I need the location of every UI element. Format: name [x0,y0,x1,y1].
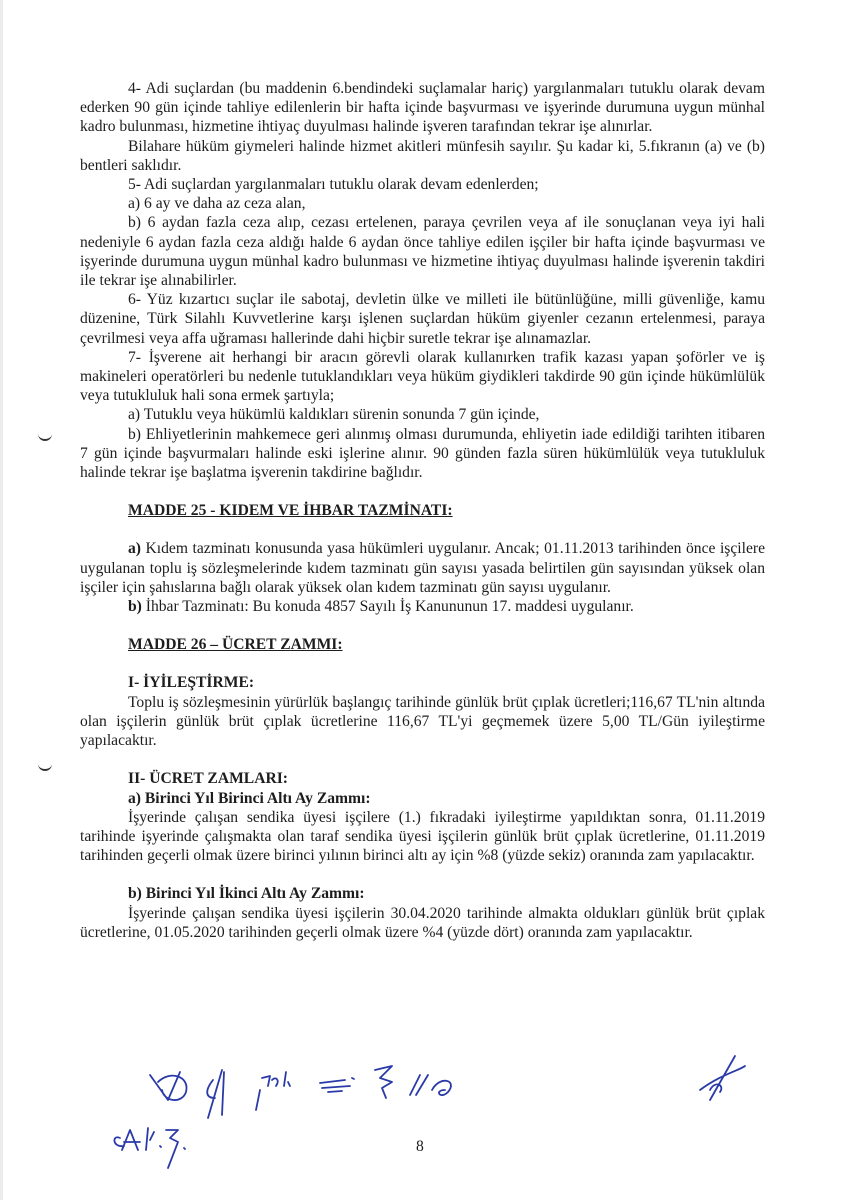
document-body [80,79,765,942]
signature-4 [320,1078,354,1092]
section1-text: Toplu iş sözleşmesinin yürürlük başlangıç tarihinde günlük brüt çıplak ücretleri;116,67 TL'nin altında olan işçilerin günlük brüt çıplak ücretlerine 116,67 TL'yi geçmemek üzere 5,00 TL/Gün iyileştirme yapılacaktır. [80,693,765,750]
punch-hole-mark [38,760,52,771]
paragraph-4: 4- Adi suçlardan (bu maddenin 6.bendindeki suçlamalar hariç) yargılanmaları tutuklu olarak devam ederken 90 gün içinde tahliye edilenlerin bir hafta içinde başvurması ve işyerinde durumuna uygun münhal kadro bulunması, hizmetine ihtiyaç duyulması halinde işveren tarafından tekrar işe alınırlar. [80,80,765,136]
section2-title: II- ÜCRET ZAMLARI: [128,770,288,788]
paragraph-7: 7- İşverene ait herhangi bir aracın görevli olarak kullanırken trafik kazası yapan şoförler ve iş makineleri operatörleri bu nedenle tutuklandıkları veya hüküm giydikleri takdirde 90 gün içinde hükümlülük veya tutukluluk hali sona ermek şartıyla; [80,348,765,405]
madde26-heading: MADDE 26 – ÜCRET ZAMMI: [128,636,343,654]
madde25-a-text: Kıdem tazminatı konusunda yasa hükümleri uygulanır. Ancak; 01.11.2013 tarihinden önce işçilere uygulanan toplu iş sözleşmelerinde kıdem tazminatı gün sayısı yasada belirtilen gün sayısından yüksek olan işçiler için şahıslarına bağlı olarak yüksek olan kıdem tazminatı gün sayısı uygulanır. [80,540,765,596]
madde25-heading: MADDE 25 - KIDEM VE İHBAR TAZMİNATI: [128,502,453,520]
signature-7 [700,1056,745,1100]
madde25-b-label: b) [128,598,142,616]
paragraph-bilahare: Bilahare hüküm giymeleri halinde hizmet akitleri münfesih sayılır. Şu kadar ki, 5.fıkranın (a) ve (b) bentleri saklıdır. [80,137,765,174]
sub-a-text: İşyerinde çalışan sendika üyesi işçilere (1.) fıkradaki iyileştirme yapıldıktan sonra, 01.11.2019 tarihinde işyerinde çalışmakta olan taraf sendika üyesi işçilerin günlük brüt çıplak ücretlerine, 01.11.2019 tarihinden geçerli olmak üzere birinci yılının birinci altı ay için %8 (yüzde sekiz) oranında zam yapılacaktır. [80,808,765,865]
madde25-a-label: a) [128,540,141,558]
sub-b-text: İşyerinde çalışan sendika üyesi işçilerin 30.04.2020 tarihinde almakta oldukları günlük brüt çıplak ücretlerine, 01.05.2020 tarihinden geçerli olmak üzere %4 (yüzde dört) oranında zam yapılacaktır. [80,904,765,941]
signature-5 [375,1066,392,1098]
paragraph-5b: b) 6 aydan fazla ceza alıp, cezası ertelenen, paraya çevrilen veya af ile sonuçlanan veya iyi hali nedeniyle 6 aydan fazla ceza aldığı halde 6 aydan önce tahliye edilen işçiler bir hafta içinde başvurması ve işyerinde durumuna uygun münhal kadro bulunması ve hizmetine ihtiyaç duyulması halinde işverenin takdiri ile tekrar işe alınabilirler. [80,214,765,290]
signature-3 [256,1072,290,1110]
paragraph-7b: b) Ehliyetlerinin mahkemece geri alınmış olması durumunda, ehliyetin iade edildiği tarihten itibaren 7 gün içinde başvurmaları halinde eski işlerine alınır. 90 günden fazla süren hükümlülük veya tutukluluk halinde tekrar işe başlatma işverenin takdirine bağlıdır. [80,425,765,482]
madde25-b-text: İhbar Tazminatı: Bu konuda 4857 Sayılı İş Kanununun 17. maddesi uygulanır. [141,598,634,616]
paragraph-6: 6- Yüz kızartıcı suçlar ile sabotaj, devletin ülke ve milleti ile bütünlüğüne, milli güvenliğe, kamu düzenine, Türk Silahlı Kuvvetlerine karşı işlenen suçlardan hüküm giyenler cezanın ertelenmesi, paraya çevrilmesi veya affa uğraması hallerinde dahi hiçbir suretle tekrar işe alınamazlar. [80,291,765,347]
signature-1 [150,1072,187,1100]
madde25-paragraph-b [80,597,765,616]
signature-2 [207,1070,224,1118]
page-number: 8 [416,1138,424,1155]
signature-8 [114,1128,185,1168]
paragraph-5: 5- Adi suçlardan yargılanmaları tutuklu olarak devam edenlerden; [128,176,539,194]
sub-a-title: a) Birinci Yıl Birinci Altı Ay Zammı: [128,789,371,807]
madde25-paragraph-a [80,539,765,597]
signature-6 [410,1075,451,1095]
paragraph-7a: a) Tutuklu veya hükümlü kaldıkları sürenin sonunda 7 gün içinde, [128,406,540,424]
paragraph-5a: a) 6 ay ve daha az ceza alan, [128,195,306,213]
sub-b-title: b) Birinci Yıl İkinci Altı Ay Zammı: [128,885,365,903]
page-edge-shadow [0,0,3,1200]
punch-hole-mark [38,430,52,441]
section1-title: I- İYİLEŞTİRME: [128,674,255,692]
